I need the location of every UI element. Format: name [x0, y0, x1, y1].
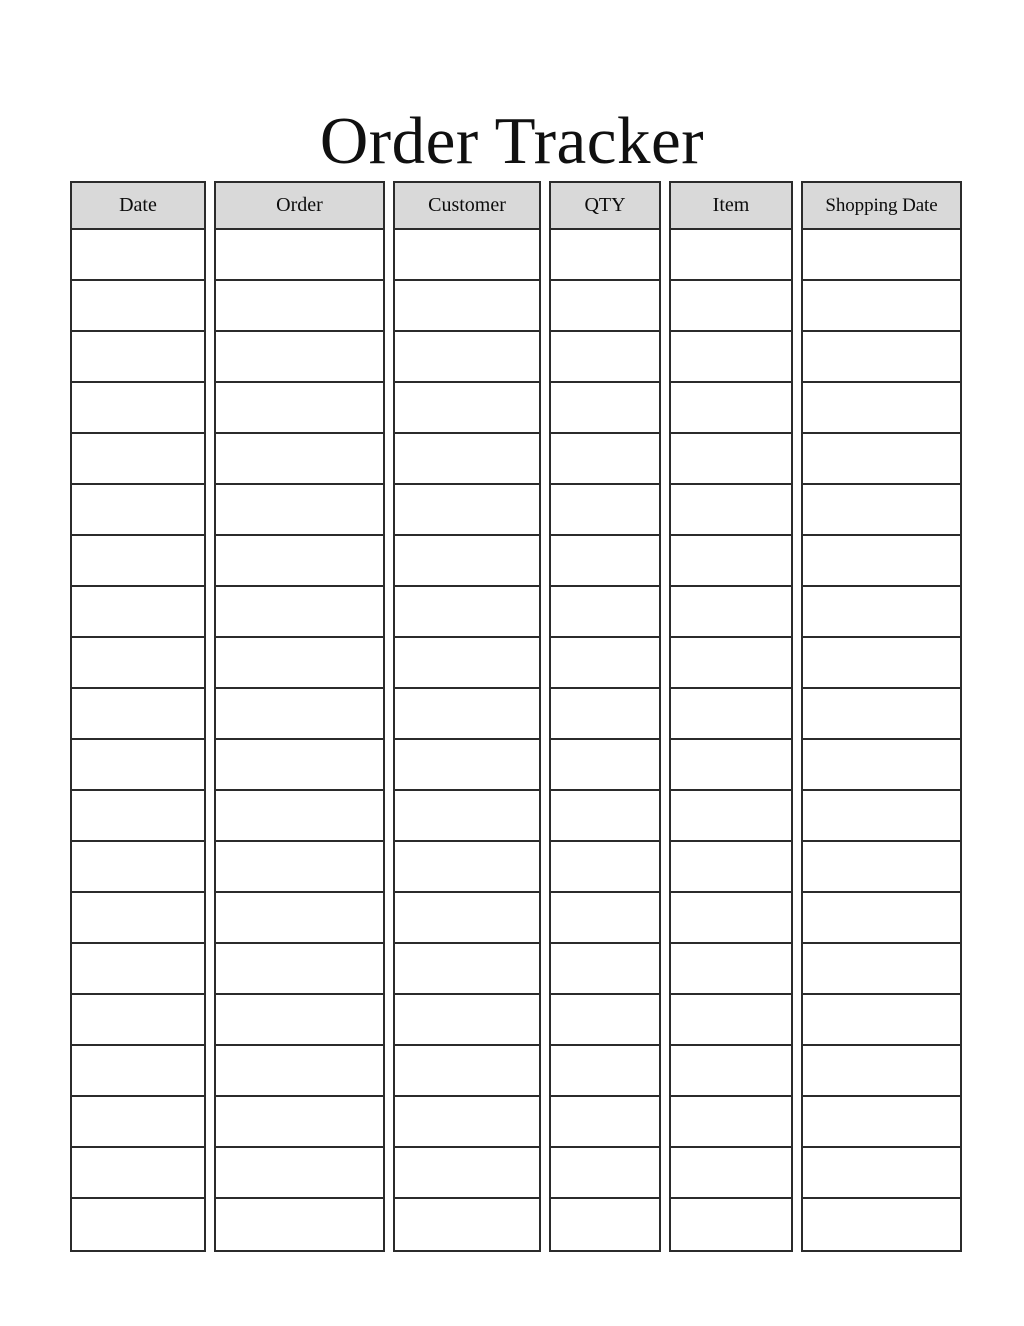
- table-cell[interactable]: [72, 230, 204, 281]
- table-cell[interactable]: [395, 230, 539, 281]
- table-cell[interactable]: [72, 1097, 204, 1148]
- table-cell[interactable]: [395, 383, 539, 434]
- table-column-shopping-date: [801, 181, 962, 1252]
- table-cell[interactable]: [72, 689, 204, 740]
- table-cell[interactable]: [395, 689, 539, 740]
- table-cell[interactable]: [551, 944, 659, 995]
- table-cell[interactable]: [551, 689, 659, 740]
- column-body-customer: [393, 230, 541, 1252]
- table-cell[interactable]: [803, 281, 960, 332]
- table-cell[interactable]: [803, 536, 960, 587]
- table-cell[interactable]: [395, 281, 539, 332]
- table-cell[interactable]: [216, 638, 383, 689]
- table-cell[interactable]: [803, 689, 960, 740]
- table-cell[interactable]: [395, 485, 539, 536]
- table-cell[interactable]: [395, 332, 539, 383]
- table-cell[interactable]: [395, 1199, 539, 1250]
- table-cell[interactable]: [216, 1148, 383, 1199]
- table-cell[interactable]: [671, 434, 791, 485]
- table-cell[interactable]: [551, 1046, 659, 1097]
- table-cell[interactable]: [671, 893, 791, 944]
- table-cell[interactable]: [72, 842, 204, 893]
- table-cell[interactable]: [72, 893, 204, 944]
- table-cell[interactable]: [671, 791, 791, 842]
- table-cell[interactable]: [803, 434, 960, 485]
- table-cell[interactable]: [216, 434, 383, 485]
- table-cell[interactable]: [72, 434, 204, 485]
- table-cell[interactable]: [551, 230, 659, 281]
- column-body-order: [214, 230, 385, 1252]
- table-cell[interactable]: [551, 485, 659, 536]
- table-cell[interactable]: [216, 536, 383, 587]
- table-cell[interactable]: [803, 485, 960, 536]
- table-cell[interactable]: [395, 791, 539, 842]
- table-cell[interactable]: [216, 995, 383, 1046]
- table-cell[interactable]: [72, 485, 204, 536]
- table-cell[interactable]: [72, 944, 204, 995]
- table-cell[interactable]: [72, 536, 204, 587]
- table-cell[interactable]: [803, 332, 960, 383]
- table-cell[interactable]: [395, 740, 539, 791]
- table-column-order: [214, 181, 385, 1252]
- table-cell[interactable]: [551, 383, 659, 434]
- table-cell[interactable]: [216, 893, 383, 944]
- column-header-item: Item: [669, 181, 793, 230]
- table-cell[interactable]: [72, 1199, 204, 1250]
- table-cell[interactable]: [671, 383, 791, 434]
- table-cell[interactable]: [216, 740, 383, 791]
- table-cell[interactable]: [551, 638, 659, 689]
- column-header-date: Date: [70, 181, 206, 230]
- order-tracker-table: [70, 181, 956, 1258]
- table-cell[interactable]: [803, 638, 960, 689]
- table-cell[interactable]: [803, 740, 960, 791]
- table-cell[interactable]: [395, 1097, 539, 1148]
- table-cell[interactable]: [395, 587, 539, 638]
- table-cell[interactable]: [216, 1097, 383, 1148]
- table-cell[interactable]: [671, 842, 791, 893]
- table-column-item: [669, 181, 793, 1252]
- column-body-qty: [549, 230, 661, 1252]
- table-cell[interactable]: [803, 1097, 960, 1148]
- table-cell[interactable]: [671, 1148, 791, 1199]
- table-cell[interactable]: [216, 1199, 383, 1250]
- column-body-item: [669, 230, 793, 1252]
- table-cell[interactable]: [551, 1199, 659, 1250]
- column-body-date: [70, 230, 206, 1252]
- table-cell[interactable]: [803, 587, 960, 638]
- table-cell[interactable]: [671, 689, 791, 740]
- table-cell[interactable]: [395, 944, 539, 995]
- table-cell[interactable]: [551, 281, 659, 332]
- table-cell[interactable]: [671, 1199, 791, 1250]
- table-column-qty: [549, 181, 661, 1252]
- table-cell[interactable]: [216, 485, 383, 536]
- table-cell[interactable]: [216, 1046, 383, 1097]
- table-cell[interactable]: [395, 536, 539, 587]
- table-cell[interactable]: [216, 383, 383, 434]
- table-cell[interactable]: [671, 944, 791, 995]
- table-cell[interactable]: [216, 281, 383, 332]
- column-body-shopping-date: [801, 230, 962, 1252]
- table-column-date: [70, 181, 206, 1252]
- table-cell[interactable]: [551, 1097, 659, 1148]
- table-cell[interactable]: [803, 1148, 960, 1199]
- table-cell[interactable]: [671, 638, 791, 689]
- table-cell[interactable]: [395, 434, 539, 485]
- table-cell[interactable]: [72, 995, 204, 1046]
- table-cell[interactable]: [803, 230, 960, 281]
- table-cell[interactable]: [395, 842, 539, 893]
- table-cell[interactable]: [395, 1046, 539, 1097]
- table-cell[interactable]: [671, 536, 791, 587]
- table-cell[interactable]: [671, 995, 791, 1046]
- table-cell[interactable]: [72, 332, 204, 383]
- table-cell[interactable]: [803, 944, 960, 995]
- table-cell[interactable]: [395, 638, 539, 689]
- table-cell[interactable]: [395, 893, 539, 944]
- table-cell[interactable]: [803, 1046, 960, 1097]
- column-header-shopping-date: Shopping Date: [801, 181, 962, 230]
- table-cell[interactable]: [803, 1199, 960, 1250]
- table-cell[interactable]: [551, 434, 659, 485]
- table-cell[interactable]: [551, 740, 659, 791]
- table-cell[interactable]: [803, 842, 960, 893]
- table-cell[interactable]: [803, 995, 960, 1046]
- table-cell[interactable]: [216, 842, 383, 893]
- table-cell[interactable]: [216, 230, 383, 281]
- table-cell[interactable]: [551, 893, 659, 944]
- table-cell[interactable]: [72, 587, 204, 638]
- table-cell[interactable]: [671, 332, 791, 383]
- table-cell[interactable]: [216, 689, 383, 740]
- table-cell[interactable]: [671, 740, 791, 791]
- table-cell[interactable]: [671, 1046, 791, 1097]
- table-column-customer: [393, 181, 541, 1252]
- page-title: Order Tracker: [319, 103, 705, 178]
- table-cell[interactable]: [395, 1148, 539, 1199]
- table-cell[interactable]: [72, 740, 204, 791]
- table-cell[interactable]: [72, 638, 204, 689]
- table-cell[interactable]: [216, 332, 383, 383]
- table-cell[interactable]: [551, 536, 659, 587]
- column-header-qty: QTY: [549, 181, 661, 230]
- table-cell[interactable]: [216, 944, 383, 995]
- table-cell[interactable]: [395, 995, 539, 1046]
- table-cell[interactable]: [216, 587, 383, 638]
- table-cell[interactable]: [72, 281, 204, 332]
- table-cell[interactable]: [671, 587, 791, 638]
- table-cell[interactable]: [671, 230, 791, 281]
- table-cell[interactable]: [671, 281, 791, 332]
- column-header-order: Order: [214, 181, 385, 230]
- table-cell[interactable]: [803, 791, 960, 842]
- table-cell[interactable]: [551, 1148, 659, 1199]
- table-cell[interactable]: [72, 1046, 204, 1097]
- table-cell[interactable]: [216, 791, 383, 842]
- table-cell[interactable]: [551, 587, 659, 638]
- table-cell[interactable]: [72, 1148, 204, 1199]
- table-cell[interactable]: [671, 1097, 791, 1148]
- table-cell[interactable]: [551, 791, 659, 842]
- table-cell[interactable]: [551, 995, 659, 1046]
- table-cell[interactable]: [72, 383, 204, 434]
- table-cell[interactable]: [803, 383, 960, 434]
- column-header-customer: Customer: [393, 181, 541, 230]
- table-cell[interactable]: [551, 842, 659, 893]
- table-cell[interactable]: [551, 332, 659, 383]
- table-cell[interactable]: [803, 893, 960, 944]
- table-cell[interactable]: [671, 485, 791, 536]
- table-cell[interactable]: [72, 791, 204, 842]
